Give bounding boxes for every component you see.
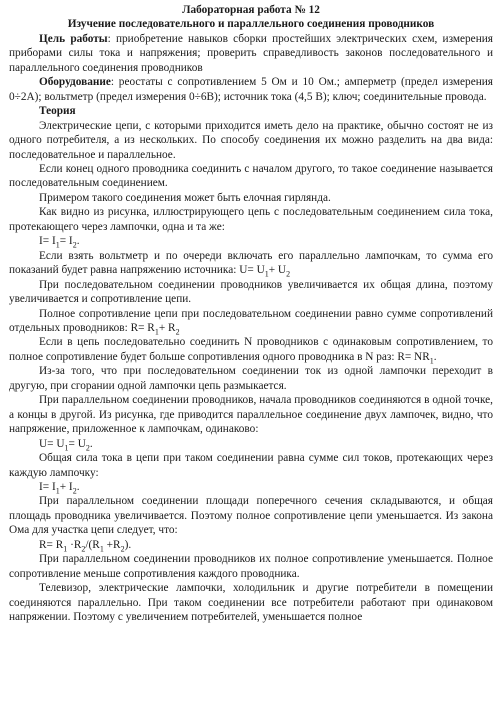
- formula-subscript: 1: [264, 269, 269, 279]
- formula-part: U= U: [39, 437, 65, 450]
- paragraph-1: Электрические цепи, с которыми приходится иметь дело на практике, обычно состоят не из одного потребителя, а из нескольких. По способу соединения их можно разделить на два вида: последовательное и параллельное.: [9, 119, 493, 161]
- paragraph-text: + R: [158, 321, 176, 334]
- document-title: Лабораторная работа № 12: [182, 4, 320, 16]
- formula-part: + I: [59, 480, 73, 493]
- paragraph-13: При параллельном соединении проводников их полное сопротивление уменьшается. Полное сопротивление меньше сопротивления каждого проводника.: [9, 553, 493, 580]
- formula-part: .: [76, 235, 80, 248]
- paragraph-2: Если конец одного проводника соединить с началом другого, то такое соединение называется последовательным соединением.: [9, 162, 493, 190]
- paragraph-3: Примером такого соединения может быть елочная гирлянда.: [39, 191, 331, 204]
- formula-current-series: [9, 234, 493, 248]
- goal-label: Цель работы: [39, 32, 108, 45]
- paragraph-9: Из-за того, что при последовательном соединении ток из одной лампочки переходит в другую, при сгорании одной лампочки цепь размыкается.: [9, 365, 493, 392]
- goal-text: : приобретение навыков сборки простейших электрических схем, измерения приборами силы тока и напряжения; проверить справедливость законов последовательного и параллельного соединения проводников: [9, 32, 493, 74]
- formula-part: ).: [124, 538, 132, 551]
- formula-subscript: 1: [429, 356, 434, 366]
- formula-part: I= I: [39, 235, 56, 248]
- formula-subscript: 1: [154, 327, 159, 337]
- paragraph-10: При параллельном соединении проводников, начала проводников соединяются в одной точке, а концы в другой. Из рисунка, где приводится параллельное соединение двух лампочек, видно, что напряжение, приложенное к лампочкам, одинаково:: [9, 394, 493, 436]
- formula-subscript: 1: [55, 486, 60, 496]
- formula-subscript: 1: [64, 442, 69, 452]
- formula-subscript: 2: [85, 442, 90, 452]
- paragraph-4: Как видно из рисунка, иллюстрирующего цепь с последовательным соединением сила тока, протекающего через лампочки, одна и та же:: [9, 206, 493, 233]
- equipment-text: : реостаты с сопротивлением 5 Ом и 10 Ом.; амперметр (предел измерения 0÷2А); вольтметр (предел измерения 0÷6В); источник тока (4,5 В); ключ; соединительные провода.: [9, 76, 493, 103]
- document-subtitle: Изучение последовательного и параллельного соединения проводников: [67, 18, 435, 31]
- formula-subscript: 2: [120, 544, 125, 554]
- paragraph-8: [9, 335, 493, 364]
- formula-part: I= I: [39, 480, 56, 493]
- theory-heading: Теория: [39, 105, 76, 118]
- formula-subscript: 2: [72, 240, 77, 250]
- formula-part: R= R: [39, 538, 64, 551]
- formula-subscript: 2: [175, 327, 180, 337]
- formula-part: = U: [68, 437, 86, 450]
- formula-part: ·R: [67, 538, 82, 551]
- formula-subscript: 2: [286, 269, 291, 279]
- paragraph-12: При параллельном соединении площади поперечного сечения складываются, и общая площадь проводника увеличивается. Поэтому полное сопротивление цепи уменьшается. Из закона Ома для участка цепи следует, что:: [9, 495, 493, 537]
- paragraph-text: Полное сопротивление цепи при последовательном соединении равно сумме сопротивлений отдельных проводников: R= R: [9, 307, 493, 334]
- equipment-paragraph: [9, 75, 493, 104]
- formula-part: +R: [103, 538, 121, 551]
- formula-part: = I: [59, 235, 73, 248]
- equipment-label: Оборудование: [39, 76, 111, 89]
- paragraph-text: + U: [268, 264, 287, 277]
- formula-part: .: [89, 437, 93, 450]
- paragraph-7: [9, 307, 493, 336]
- formula-subscript: 2: [72, 486, 77, 496]
- formula-voltage-parallel: [9, 437, 493, 451]
- paragraph-text: .: [433, 350, 437, 363]
- paragraph-5: [9, 249, 493, 278]
- formula-part: /(R: [85, 538, 100, 551]
- paragraph-text: Если взять вольтметр и по очереди включать его параллельно лампочкам, то сумма его показаний будет равна напряжению источника: U= U: [9, 249, 493, 277]
- formula-subscript: 2: [81, 544, 86, 554]
- formula-resistance-parallel: [9, 538, 493, 552]
- formula-subscript: 1: [63, 544, 68, 554]
- formula-subscript: 1: [55, 240, 60, 250]
- paragraph-6: При последовательном соединении проводников увеличивается их общая длина, поэтому увеличивается и сопротивление цепи.: [9, 278, 493, 306]
- paragraph-text: Если в цепь последовательно соединить N проводников с одинаковым сопротивлением, то полное сопротивление будет больше сопротивления одного проводника в N раз: R= NR: [9, 336, 493, 363]
- formula-subscript: 1: [99, 544, 104, 554]
- formula-current-parallel: [9, 480, 493, 494]
- paragraph-11: Общая сила тока в цепи при таком соединении равна сумме сил токов, протекающих через каждую лампочку:: [9, 452, 493, 479]
- goal-paragraph: [9, 32, 493, 75]
- paragraph-14: Телевизор, электрические лампочки, холодильник и другие потребители в помещении соединяются параллельно. При таком соединении все потребители работают при одинаковом напряжении. Поэтому с увеличением потребителей, уменьшается полное: [9, 582, 493, 624]
- formula-part: .: [76, 480, 80, 493]
